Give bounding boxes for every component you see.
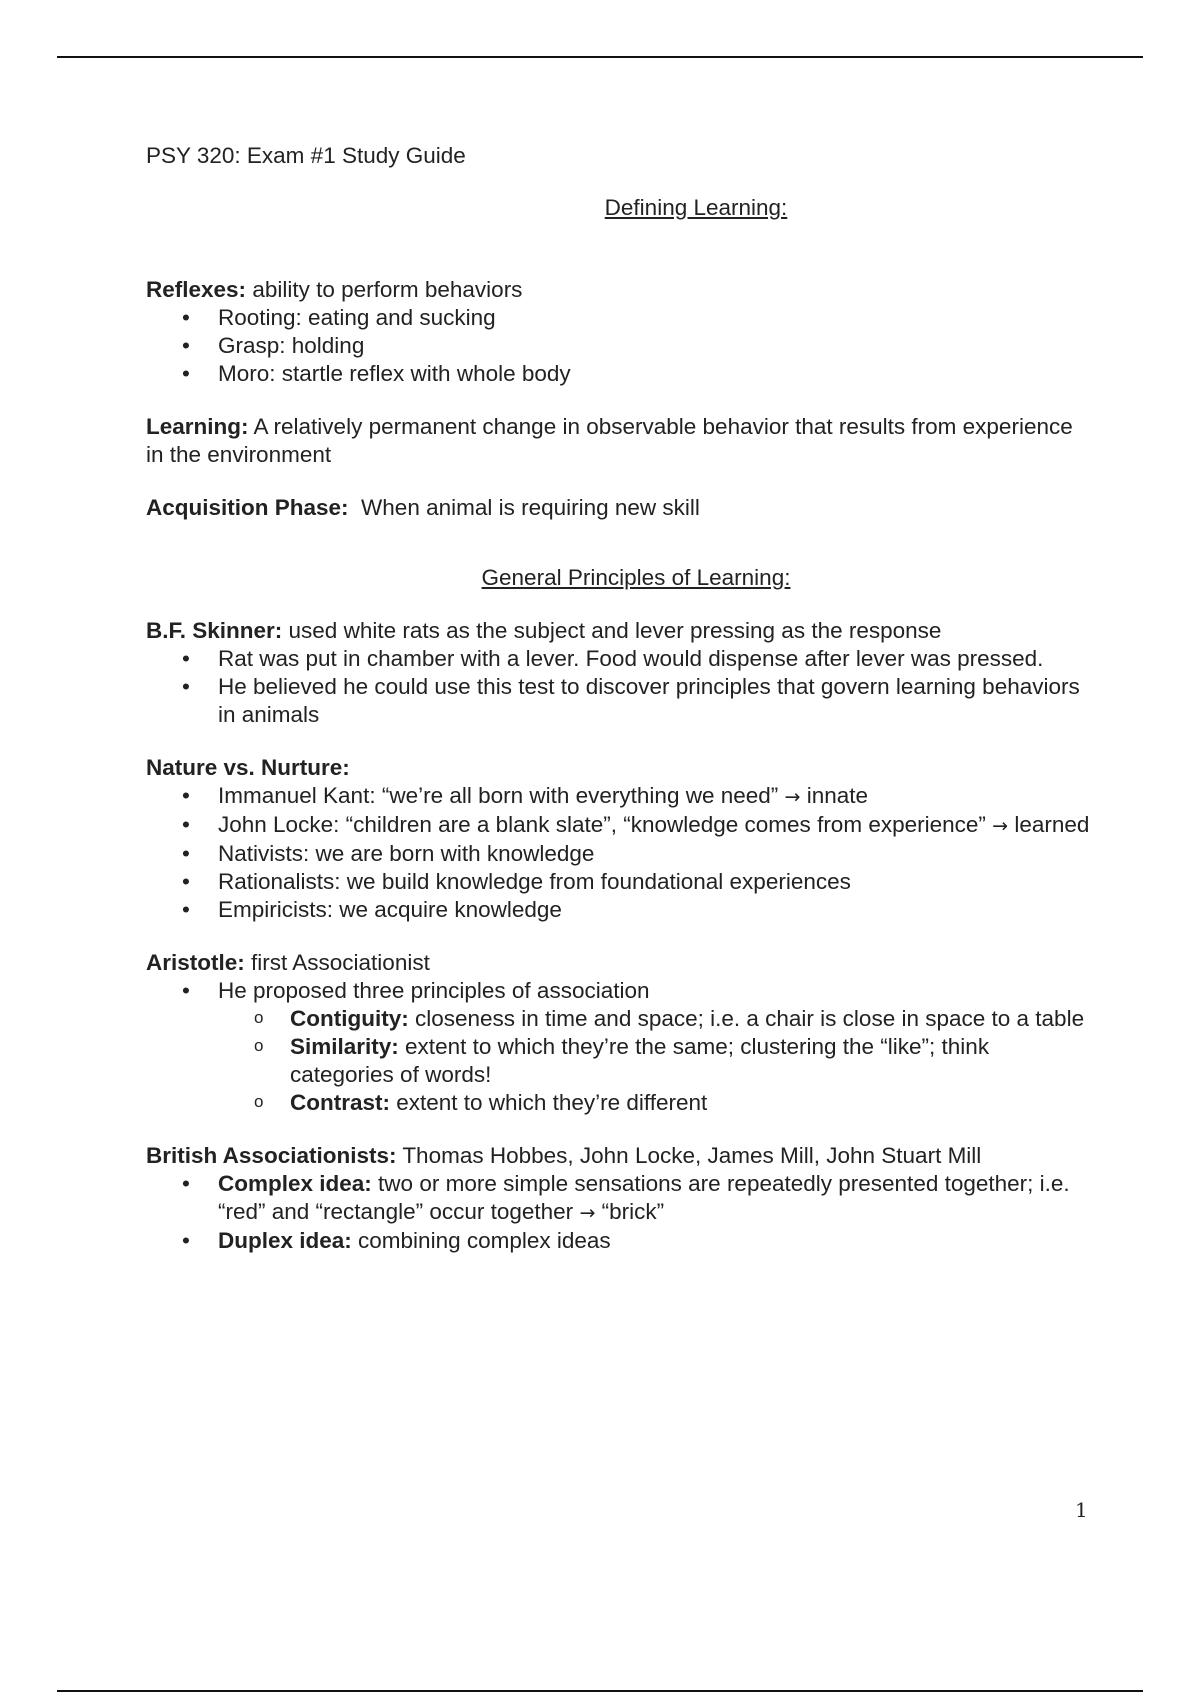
arrow-right-icon: → [579,1202,596,1224]
skinner-definition: used white rats as the subject and lever pressing as the response [282,618,942,643]
document-body [146,142,1096,1255]
list-item [218,1033,1096,1089]
british-term: British Associationists: [146,1143,397,1168]
list-item: • Rooting: eating and sucking [146,304,1096,332]
list-item: • Nativists: we are born with knowledge [146,840,1096,868]
british-associationists-block [146,1142,1096,1255]
list-item [146,1170,1096,1227]
reflexes-definition: ability to perform behaviors [246,277,523,302]
association-principles-list [218,1005,1096,1117]
arrow-right-icon: → [784,786,801,808]
aristotle-list [146,977,1096,1117]
reflexes-list [146,304,1096,388]
section-heading-defining-learning: Defining Learning: [604,195,788,220]
aristotle-item: He proposed three principles of association [218,978,650,1003]
kant-text: Immanuel Kant: “we’re all born with everything we need” [218,783,779,808]
learning-definition-block [146,413,1096,469]
reflexes-term: Reflexes: [146,277,247,302]
skinner-block [146,617,1096,729]
list-item: • He believed he could use this test to discover principles that govern learning behaviors in animals [146,673,1096,729]
top-rule [57,56,1143,58]
list-item [146,977,1096,1117]
section-heading-general-principles: General Principles of Learning: [481,565,791,590]
skinner-list [146,645,1096,729]
acquisition-term: Acquisition Phase: [146,495,349,520]
locke-result: learned [1014,812,1090,837]
nature-nurture-term: Nature vs. Nurture: [146,755,350,780]
contiguity-text: closeness in time and space; i.e. a chair is close in space to a table [408,1006,1085,1031]
similarity-term: Similarity: [290,1034,399,1059]
contrast-term: Contrast: [290,1090,390,1115]
document-title: PSY 320: Exam #1 Study Guide [146,143,466,168]
learning-definition: A relatively permanent change in observable behavior that results from experience in the environment [146,414,1073,467]
list-item [218,1089,1096,1117]
complex-idea-result: “brick” [601,1199,665,1224]
nature-nurture-block [146,754,1096,924]
list-item [146,811,1096,840]
list-item: • Grasp: holding [146,332,1096,360]
page-number: 1 [1075,1498,1088,1522]
learning-term: Learning: [146,414,249,439]
similarity-text: extent to which they’re the same; clustering the “like”; think categories of words! [290,1034,990,1087]
duplex-idea-text: combining complex ideas [351,1228,611,1253]
british-definition: Thomas Hobbes, John Locke, James Mill, John Stuart Mill [396,1143,982,1168]
skinner-term: B.F. Skinner: [146,618,283,643]
complex-idea-term: Complex idea: [218,1171,372,1196]
aristotle-term: Aristotle: [146,950,245,975]
list-item [146,1227,1096,1255]
list-item: • Rationalists: we build knowledge from foundational experiences [146,868,1096,896]
arrow-right-icon: → [992,815,1009,837]
list-item: • Empiricists: we acquire knowledge [146,896,1096,924]
reflexes-block [146,276,1096,388]
aristotle-definition: first Associationist [244,950,430,975]
contrast-text: extent to which they’re different [390,1090,708,1115]
list-item [146,782,1096,811]
complex-idea-text: two or more simple sensations are repeatedly presented together; i.e. “red” and “rectangle” occur together [218,1171,1070,1224]
list-item: • Rat was put in chamber with a lever. Food would dispense after lever was pressed. [146,645,1096,673]
acquisition-block [146,494,1096,522]
contiguity-term: Contiguity: [290,1006,409,1031]
list-item: • Moro: startle reflex with whole body [146,360,1096,388]
bottom-rule [57,1690,1143,1692]
acquisition-definition: When animal is requiring new skill [348,495,700,520]
british-list [146,1170,1096,1255]
kant-result: innate [806,783,869,808]
list-item [218,1005,1096,1033]
nature-nurture-list [146,782,1096,924]
locke-text: John Locke: “children are a blank slate”, “knowledge comes from experience” [218,812,986,837]
aristotle-block [146,949,1096,1117]
duplex-idea-term: Duplex idea: [218,1228,352,1253]
